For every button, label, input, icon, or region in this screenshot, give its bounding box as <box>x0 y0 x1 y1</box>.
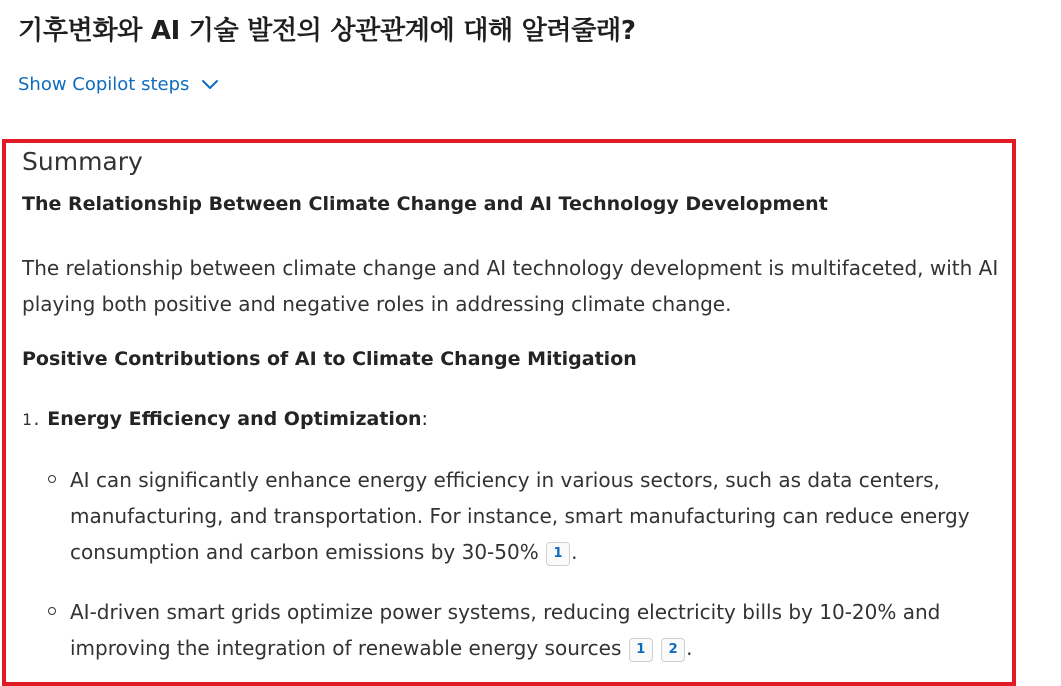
bullet-end: . <box>686 636 693 660</box>
user-question: 기후변화와 AI 기술 발전의 상관관계에 대해 알려줄래? <box>18 16 636 46</box>
list-item-title: Energy Efficiency and Optimization <box>47 408 422 430</box>
chevron-down-icon <box>201 76 219 94</box>
show-copilot-steps-label: Show Copilot steps <box>18 74 190 95</box>
citation-button[interactable]: 1 <box>546 542 570 566</box>
summary-paragraph: The relationship between climate change and AI technology development is multifaceted, with AI playing both positive and negative roles in addressing climate change. <box>22 256 999 316</box>
summary-highlight-box <box>2 139 1016 686</box>
summary-title: Summary <box>22 147 143 176</box>
summary-subheading: Positive Contributions of AI to Climate Change Mitigation <box>22 348 637 370</box>
bullet-circle-icon <box>48 475 56 483</box>
list-item <box>22 408 428 430</box>
summary-main-heading: The Relationship Between Climate Change and AI Technology Development <box>22 193 828 215</box>
bullet-text: AI-driven smart grids optimize power systems, reducing electricity bills by 10-20% and improving the integration of renewable energy sources <box>70 600 941 660</box>
bullet-text: AI can significantly enhance energy efficiency in various sectors, such as data centers, manufacturing, and transportation. For instance, smart manufacturing can reduce energy consumption and carbon emissions by 30-50% <box>70 468 970 564</box>
bullet-end: . <box>571 540 578 564</box>
list-item-number: 1. <box>22 410 42 429</box>
list-item-suffix: : <box>421 408 428 430</box>
show-copilot-steps-button[interactable] <box>18 74 219 95</box>
bullet-item <box>44 594 994 666</box>
citation-button[interactable]: 2 <box>661 638 685 662</box>
bullet-item <box>44 462 994 570</box>
citation-button[interactable]: 1 <box>629 638 653 662</box>
bullet-circle-icon <box>48 607 56 615</box>
